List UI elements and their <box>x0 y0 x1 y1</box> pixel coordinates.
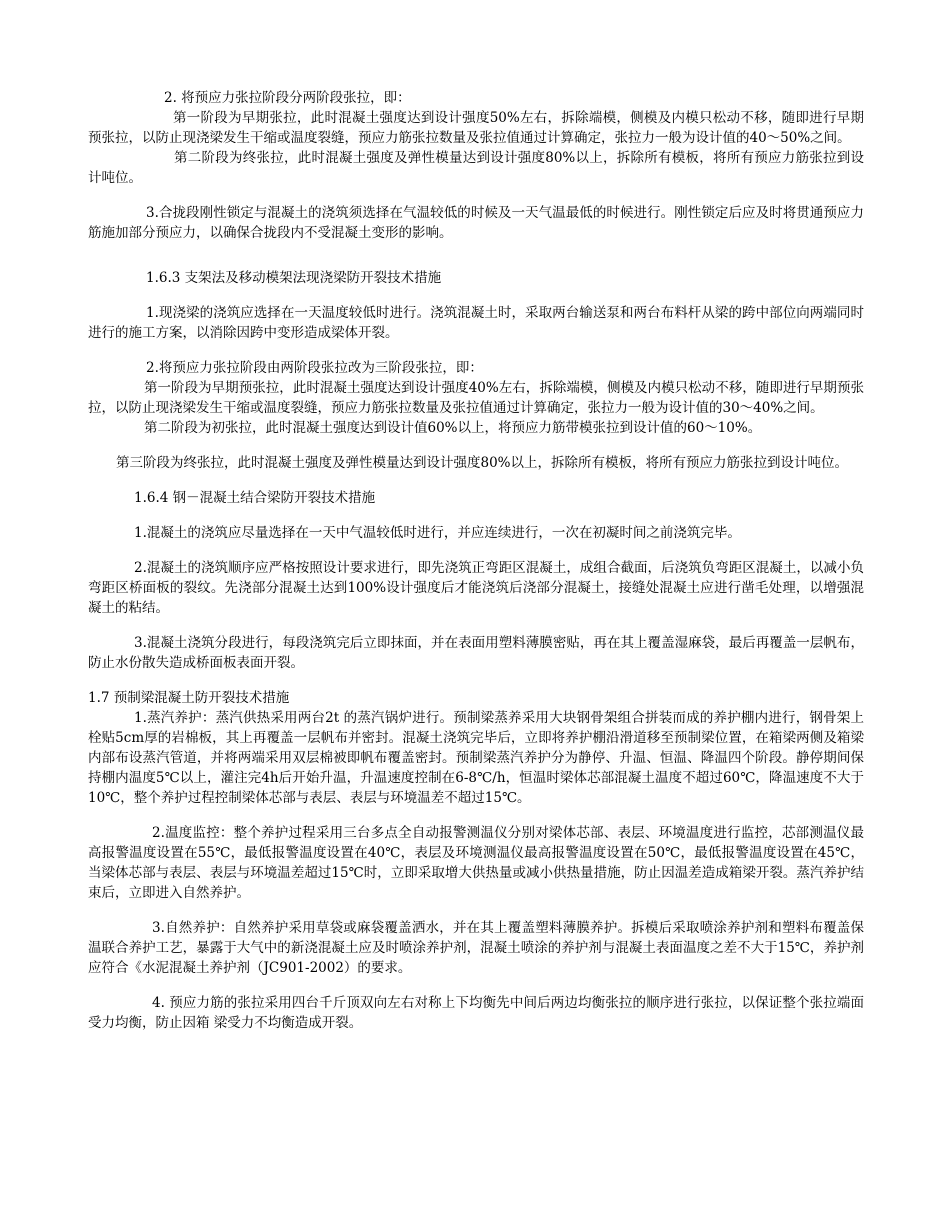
paragraph-three-stage-title: 2.将预应力张拉阶段由两阶段张拉改为三阶段张拉，即： <box>146 360 483 376</box>
paragraph-stage-two: 第二阶段为终张拉，此时混凝土强度及弹性模量达到设计强度80%以上，拆除所有模板，将所有预应力筋张拉到设计吨位。 <box>88 150 864 186</box>
paragraph-temperature-monitoring: 2.温度监控：整个养护过程采用三台多点全自动报警测温仪分别对梁体芯部、表层、环境温度进行监控，芯部测温仪最高报警温度设置在55℃，最低报警温度设置在40℃，表层及环境测温仪最高报警温度设置在50℃，最低报警温度设置在45℃，当梁体芯部与表层、表层与环境温差超过15℃时，立即采取增大供热量或减小供热量措施，防止因温差造成箱梁开裂。蒸汽养护结束后，立即进入自然养护。 <box>88 825 864 901</box>
paragraph-natural-curing: 3.自然养护：自然养护采用草袋或麻袋覆盖洒水，并在其上覆盖塑料薄膜养护。拆模后采取喷涂养护剂和塑料布覆盖保温联合养护工艺，暴露于大气中的新浇混凝土应及时喷涂养护剂，混凝土喷涂的养护剂与混凝土表面温度之差不大于15℃，养护剂应符合《水泥混凝土养护剂（JC901-2002）的要求。 <box>88 920 864 976</box>
section-heading-1-6-4: 1.6.4 钢－混凝土结合梁防开裂技术措施 <box>134 490 376 506</box>
paragraph-three-stage-one: 第一阶段为早期预张拉，此时混凝土强度达到设计强度40%左右，拆除端模，侧模及内模只松动不移，随即进行早期预张拉，以防止现浇梁发生干缩或温度裂缝，预应力筋张拉数量及张拉值通过计算确定，张拉力一般为设计值的30～40%之间。 <box>88 380 864 416</box>
paragraph-composite-pouring-order: 2.混凝土的浇筑顺序应严格按照设计要求进行，即先浇筑正弯距区混凝土，成组合截面，后浇筑负弯距区混凝土，以减小负弯距区桥面板的裂纹。先浇部分混凝土达到100%设计强度后才能浇筑后浇部分混凝土，接缝处混凝土应进行凿毛处理，以增强混凝土的粘结。 <box>88 560 864 616</box>
paragraph-composite-pouring-time: 1.混凝土的浇筑应尽量选择在一天中气温较低时进行，并应连续进行，一次在初凝时间之前浇筑完毕。 <box>134 525 741 541</box>
paragraph-three-stage-two: 第二阶段为初张拉，此时混凝土强度达到设计值60%以上，将预应力筋带模张拉到设计值的60～10%。 <box>144 420 762 436</box>
paragraph-closure-locking: 3.合拢段刚性锁定与混凝土的浇筑须选择在气温较低的时候及一天气温最低的时候进行。刚性锁定后应及时将贯通预应力筋施加部分预应力，以确保合拢段内不受混凝土变形的影响。 <box>88 205 864 241</box>
paragraph-three-stage-three: 第三阶段为终张拉，此时混凝土强度及弹性模量达到设计强度80%以上，拆除所有模板，将所有预应力筋张拉到设计吨位。 <box>116 455 849 471</box>
paragraph-composite-segmented-pouring: 3.混凝土浇筑分段进行，每段浇筑完后立即抹面，并在表面用塑料薄膜密贴，再在其上覆盖湿麻袋，最后再覆盖一层帆布，防止水份散失造成桥面板表面开裂。 <box>88 635 864 671</box>
paragraph-steam-curing: 1.蒸汽养护：蒸汽供热采用两台2t 的蒸汽锅炉进行。预制梁蒸养采用大块钢骨架组合拼装而成的养护棚内进行，钢骨架上栓贴5cm厚的岩棉板，其上再覆盖一层帆布并密封。混凝土浇筑完毕后，立即将养护棚沿滑道移至预制梁位置，在箱梁两侧及箱梁内部布设蒸汽管道，并将两端采用双层棉被即帆布覆盖密封。预制梁蒸汽养护分为静停、升温、恒温、降温四个阶段。静停期间保持棚内温度5℃以上，灌注完4h后开始升温，升温速度控制在6-8℃/h，恒温时梁体芯部混凝土温度不超过60℃，降温速度不大于10℃，整个养护过程控制梁体芯部与表层、表层与环境温差不超过15℃。 <box>88 710 864 806</box>
section-heading-1-6-3: 1.6.3 支架法及移动模架法现浇梁防开裂技术措施 <box>146 270 442 286</box>
paragraph-cast-in-place-pouring: 1.现浇梁的浇筑应选择在一天温度较低时进行。浇筑混凝土时，采取两台输送泵和两台布料杆从梁的跨中部位向两端同时进行的施工方案，以消除因跨中变形造成梁体开裂。 <box>88 305 864 341</box>
paragraph-stage-one: 第一阶段为早期张拉，此时混凝土强度达到设计强度50%左右，拆除端模，侧模及内模只松动不移，随即进行早期预张拉，以防止现浇梁发生干缩或温度裂缝，预应力筋张拉数量及张拉值通过计算确定，张拉力一般为设计值的40～50%之间。 <box>88 110 864 146</box>
paragraph-stage-split-title: 2. 将预应力张拉阶段分两阶段张拉，即： <box>164 90 411 106</box>
section-heading-1-7: 1.7 预制梁混凝土防开裂技术措施 <box>88 690 290 706</box>
paragraph-tendon-tensioning: 4. 预应力筋的张拉采用四台千斤顶双向左右对称上下均衡先中间后两边均衡张拉的顺序进行张拉，以保证整个张拉端面受力均衡，防止因箱 梁受力不均衡造成开裂。 <box>88 995 864 1031</box>
